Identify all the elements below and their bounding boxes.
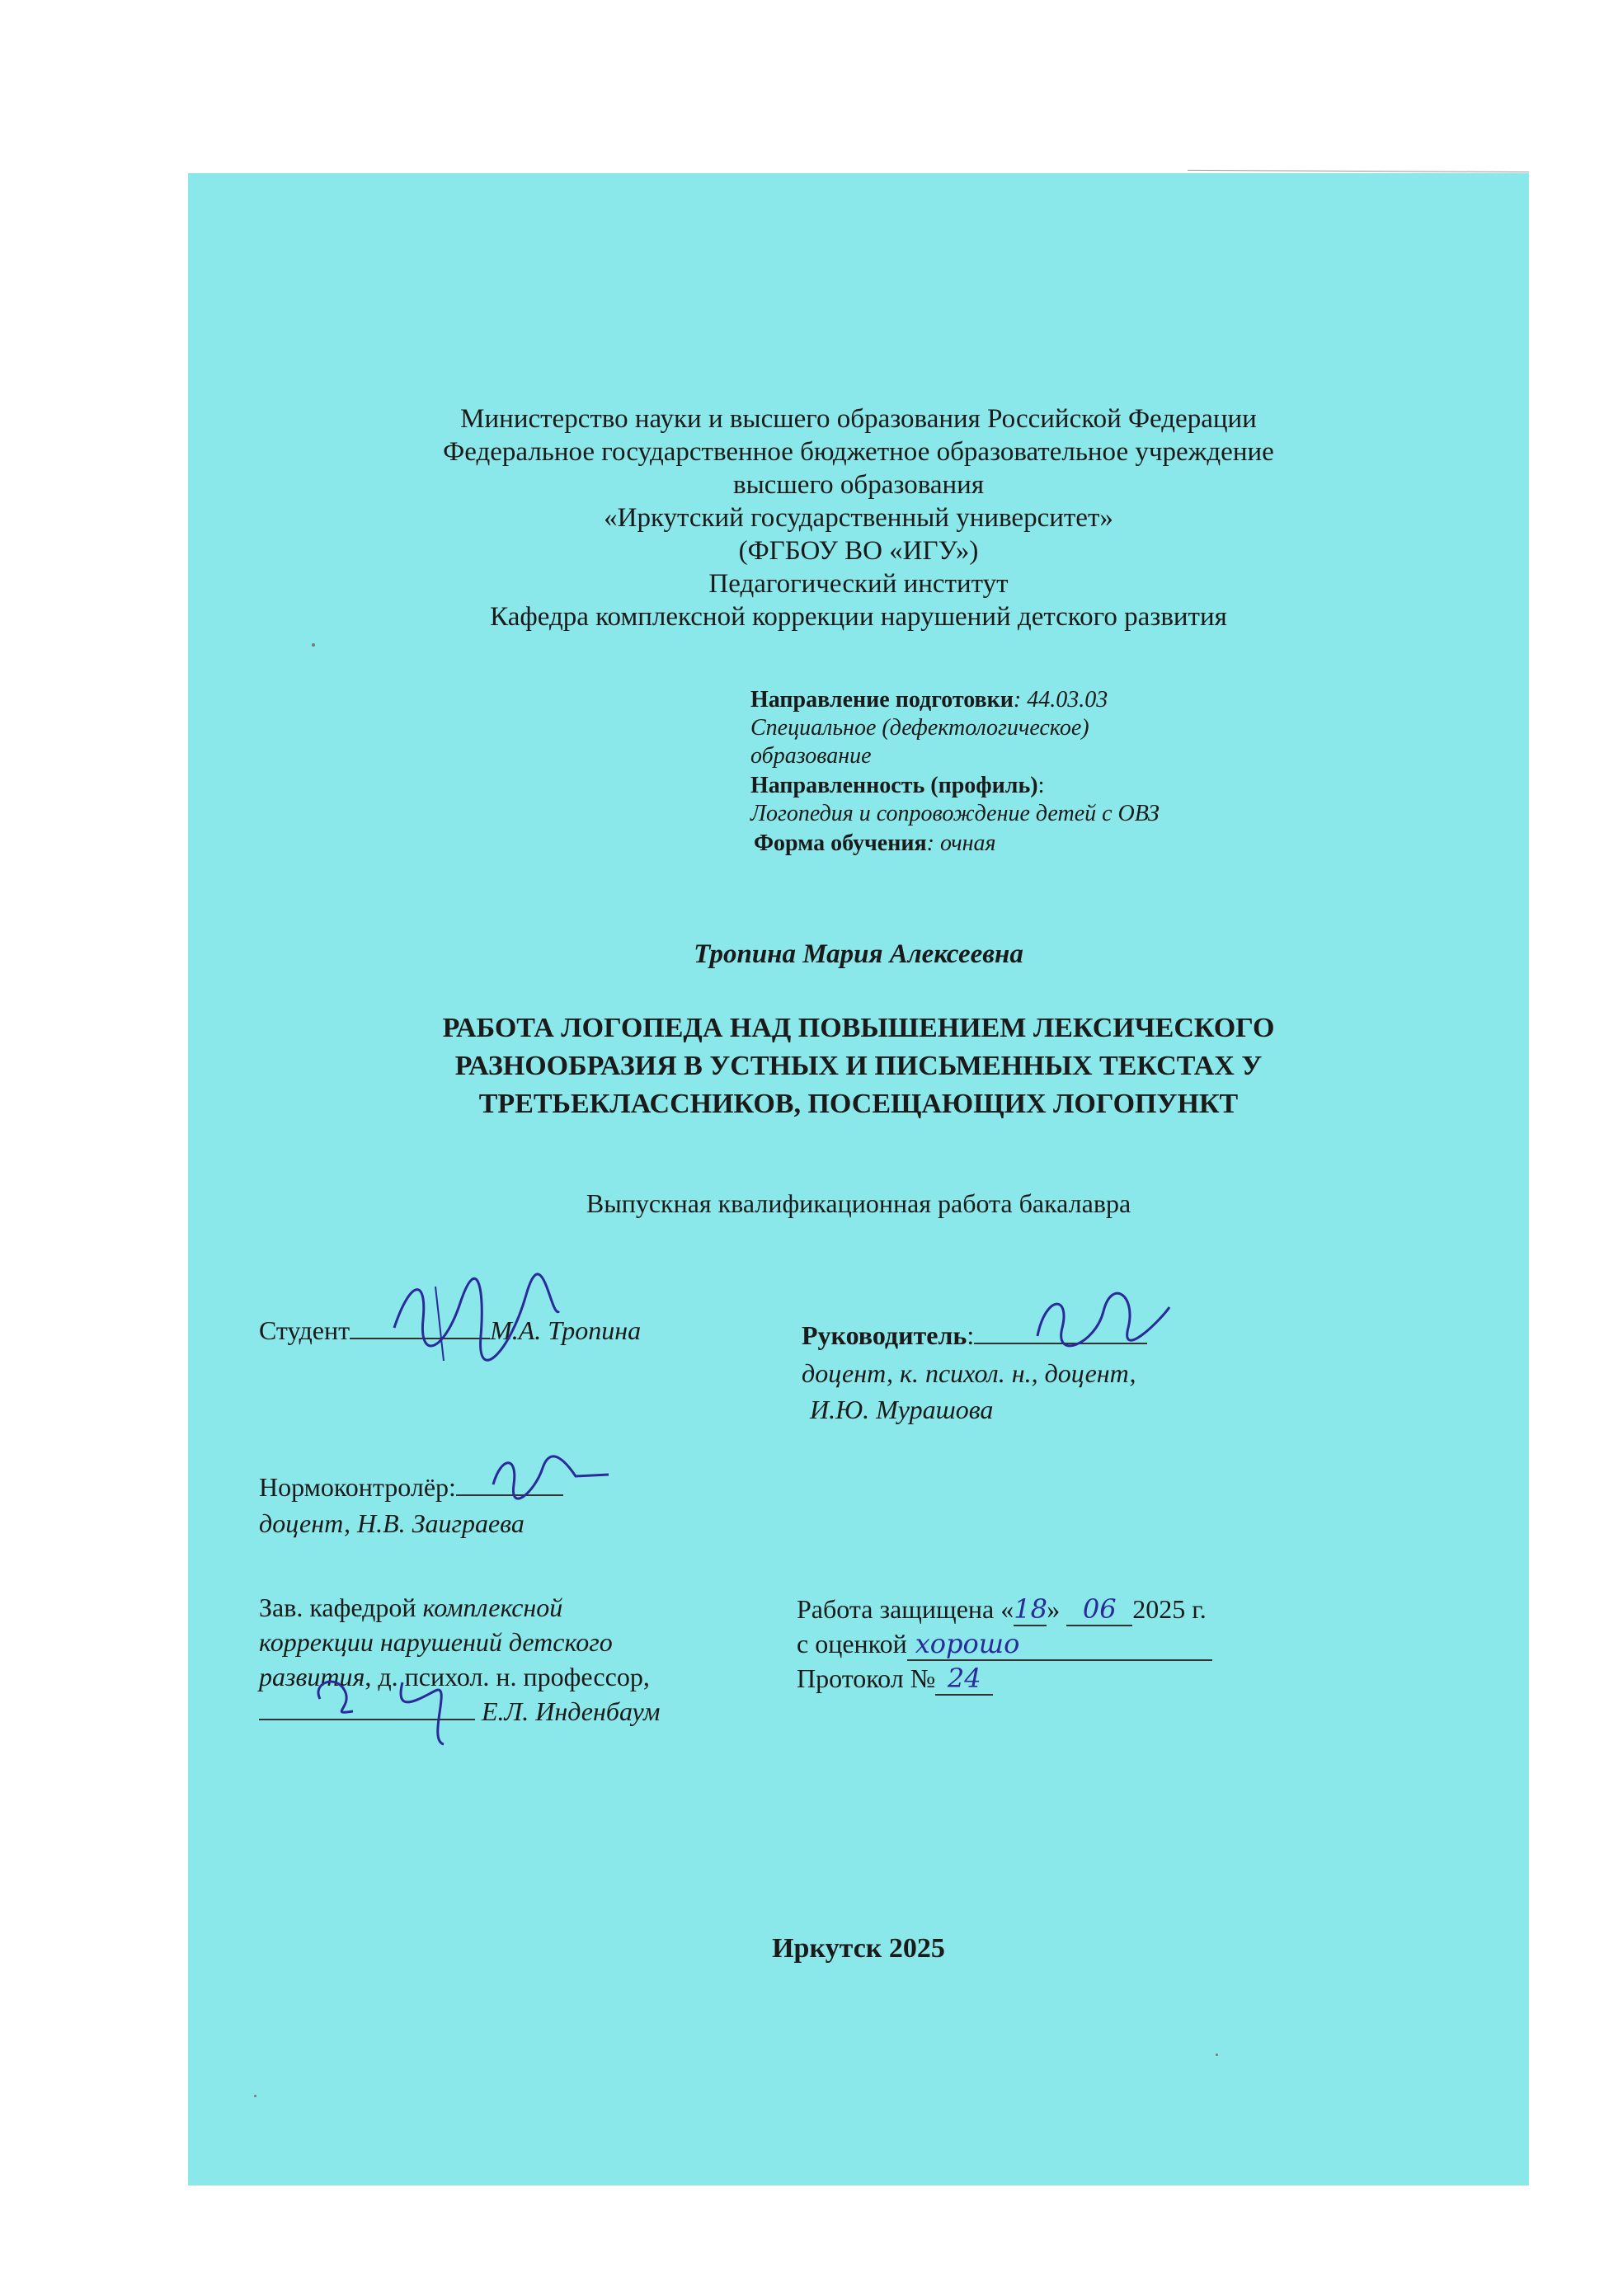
defense-month: 06 [1066, 1593, 1132, 1626]
grade-label: с оценкой [797, 1629, 907, 1658]
head-label: Зав. кафедрой [259, 1593, 416, 1622]
profile-colon: : [1037, 773, 1045, 798]
defense-line [797, 1593, 1207, 1626]
direction-label: Направление подготовки [750, 687, 1014, 713]
defense-year: 2025 г. [1132, 1594, 1207, 1624]
protocol-value: 24 [935, 1663, 993, 1696]
university-abbr: (ФГБОУ ВО «ИГУ») [738, 536, 979, 566]
direction-line-3: образование [750, 743, 872, 769]
supervisor-name: И.Ю. Мурашова [810, 1395, 994, 1424]
head-line-2: коррекции нарушений детского [259, 1627, 613, 1657]
head-line-3a: развития [259, 1662, 365, 1691]
thesis-title-line-3: ТРЕТЬЕКЛАССНИКОВ, ПОСЕЩАЮЩИХ ЛОГОПУНКТ [478, 1089, 1239, 1119]
speck [1216, 2054, 1218, 2056]
profile-label: Направленность (профиль) [750, 773, 1038, 798]
university-name: «Иркутский государственный университет» [604, 503, 1113, 533]
protocol-line [797, 1663, 993, 1696]
defense-quote-close: » [1047, 1594, 1061, 1624]
normcontrol-label: Нормоконтролёр: [259, 1472, 456, 1502]
defense-day: 18 [1014, 1593, 1047, 1625]
study-form-value: : очная [926, 830, 996, 856]
profile-value: Логопедия и сопровождение детей с ОВЗ [750, 801, 1160, 826]
direction-line-2: Специальное (дефектологическое) [750, 715, 1089, 741]
title-page [188, 173, 1529, 2185]
supervisor-label: Руководитель [802, 1320, 967, 1350]
student-signature [386, 1270, 567, 1369]
speck [312, 643, 315, 647]
student-label: Студент [259, 1315, 350, 1345]
ministry-line: Министерство науки и высшего образования Российской Федерации [460, 404, 1257, 434]
institution-line-2: высшего образования [733, 470, 984, 500]
city-year: Иркутск 2025 [772, 1933, 945, 1964]
thesis-title-line-1: РАБОТА ЛОГОПЕДА НАД ПОВЫШЕНИЕМ ЛЕКСИЧЕСКОГО [442, 1013, 1275, 1043]
study-form-line [754, 830, 996, 858]
direction-line [750, 686, 1108, 714]
supervisor-signature [1029, 1287, 1178, 1353]
head-name: Е.Л. Инденбаум [482, 1696, 661, 1726]
normcontrol-signature [485, 1451, 617, 1501]
thesis-title-line-2: РАЗНООБРАЗИЯ В УСТНЫХ И ПИСЬМЕННЫХ ТЕКСТАХ У [454, 1051, 1263, 1081]
profile-line [750, 772, 1044, 800]
department-name: Кафедра комплексной коррекции нарушений детского развития [490, 602, 1227, 632]
supervisor-colon: : [967, 1320, 975, 1350]
student-name: М.А. Тропина [490, 1315, 642, 1345]
defense-label: Работа защищена « [797, 1594, 1014, 1624]
direction-value: : 44.03.03 [1013, 687, 1108, 713]
institution-line-1: Федеральное государственное бюджетное образовательное учреждение [443, 437, 1274, 467]
study-form-label: Форма обучения [754, 830, 927, 856]
head-line-1 [259, 1592, 562, 1623]
work-type: Выпускная квалификационная работа бакалавра [586, 1188, 1131, 1218]
head-label-rest: комплексной [416, 1593, 563, 1622]
supervisor-title: доцент, к. психол. н., доцент, [802, 1358, 1136, 1388]
grade-line [797, 1628, 1212, 1661]
protocol-label: Протокол № [797, 1663, 936, 1693]
speck [254, 2095, 256, 2097]
head-line-3b: , д. психол. н. профессор, [365, 1662, 650, 1691]
grade-value: хорошо [907, 1628, 1212, 1661]
normcontrol-name: доцент, Н.В. Заиграева [259, 1508, 525, 1538]
author-name: Тропина Мария Алексеевна [694, 939, 1023, 969]
institute-name: Педагогический институт [708, 569, 1009, 599]
head-signature [303, 1666, 501, 1748]
